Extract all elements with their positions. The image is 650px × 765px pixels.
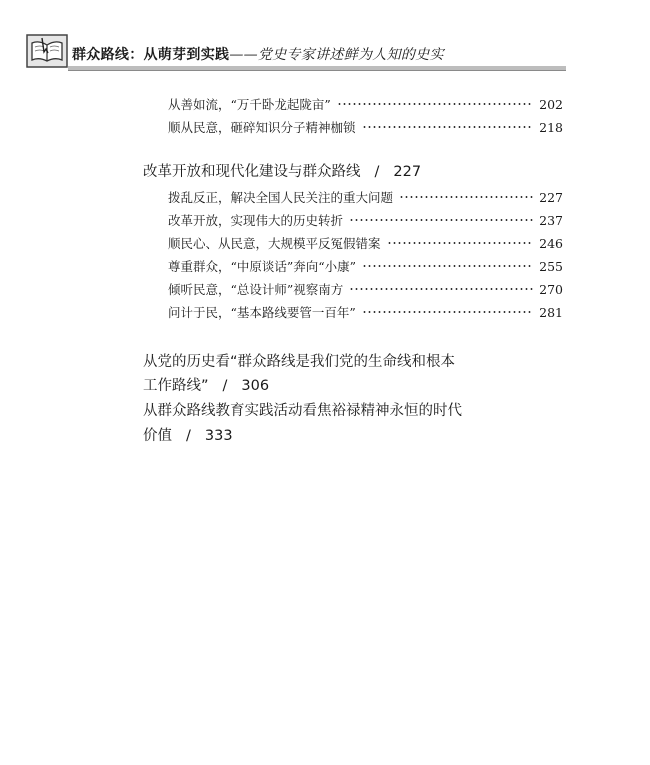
toc-section-heading[interactable] xyxy=(143,350,455,371)
dot-leader xyxy=(362,122,534,132)
toc-entry[interactable] xyxy=(168,279,563,299)
dot-leader xyxy=(362,261,533,271)
toc-entry-title: 从善如流，“万千卧龙起陇亩” xyxy=(168,97,331,112)
section-separator: / xyxy=(374,164,380,180)
toc-entry-title: 顺民心、从民意，大规模平反冤假错案 xyxy=(168,236,381,251)
toc-entry-title: 顺从民意，砸碎知识分子精神枷锁 xyxy=(168,120,356,135)
toc-entry-page: 218 xyxy=(539,119,563,135)
toc-section-heading[interactable] xyxy=(143,399,462,420)
toc-entry[interactable] xyxy=(168,117,563,137)
section-title-line1: 从群众路线教育实践活动看焦裕禄精神永恒的时代 xyxy=(143,403,462,419)
toc-section-heading[interactable] xyxy=(143,160,421,181)
toc-entry-page: 227 xyxy=(539,189,563,205)
toc-entry-title: 问计于民，“基本路线要管一百年” xyxy=(168,305,356,320)
toc-entry-page: 281 xyxy=(539,304,563,320)
book-icon xyxy=(26,34,68,68)
section-separator: / xyxy=(186,428,191,444)
toc-entry-title: 尊重群众，“中原谈话”奔向“小康” xyxy=(168,259,357,274)
toc-entry[interactable] xyxy=(168,94,563,114)
header-rule xyxy=(68,66,566,71)
section-page: 306 xyxy=(241,378,270,394)
dot-leader xyxy=(387,238,534,248)
toc-entry-page: 255 xyxy=(539,258,563,274)
section-title-line2: 价值 xyxy=(143,428,172,444)
toc-entry[interactable] xyxy=(168,233,563,253)
toc-entry-title: 倾听民意，“总设计师”视察南方 xyxy=(168,282,344,297)
toc-entry-title: 拨乱反正，解决全国人民关注的重大问题 xyxy=(168,190,394,205)
dot-leader xyxy=(399,192,533,202)
section-separator: / xyxy=(222,378,228,394)
toc-entry[interactable] xyxy=(168,302,563,322)
toc-entry[interactable] xyxy=(168,187,563,207)
toc-section-heading-cont[interactable] xyxy=(143,374,269,395)
section-page: 227 xyxy=(393,164,422,180)
dot-leader xyxy=(349,284,533,294)
section-title-line1: 从党的历史看“群众路线是我们党的生命线和根本 xyxy=(143,354,456,370)
toc-entry-page: 237 xyxy=(539,212,563,228)
toc-entry[interactable] xyxy=(168,210,563,230)
running-header xyxy=(0,0,650,72)
toc-entry-title: 改革开放，实现伟大的历史转折 xyxy=(168,213,344,228)
toc-entry[interactable] xyxy=(168,256,563,276)
toc-section-heading-cont[interactable] xyxy=(143,424,233,445)
header-book-title: 群众路线：从萌芽到实践 xyxy=(72,47,230,63)
section-title-line2: 工作路线” xyxy=(143,378,209,394)
toc-entry-page: 202 xyxy=(539,96,563,112)
header-title xyxy=(72,44,444,64)
dot-leader xyxy=(362,307,533,317)
section-page: 333 xyxy=(204,428,233,444)
header-book-subtitle: ——党史专家讲述鲜为人知的史实 xyxy=(229,47,444,63)
dot-leader xyxy=(337,99,533,109)
toc-entry-page: 270 xyxy=(539,281,563,297)
toc-entry-page: 246 xyxy=(539,235,563,251)
section-title: 改革开放和现代化建设与群众路线 xyxy=(143,164,361,180)
dot-leader xyxy=(349,215,533,225)
